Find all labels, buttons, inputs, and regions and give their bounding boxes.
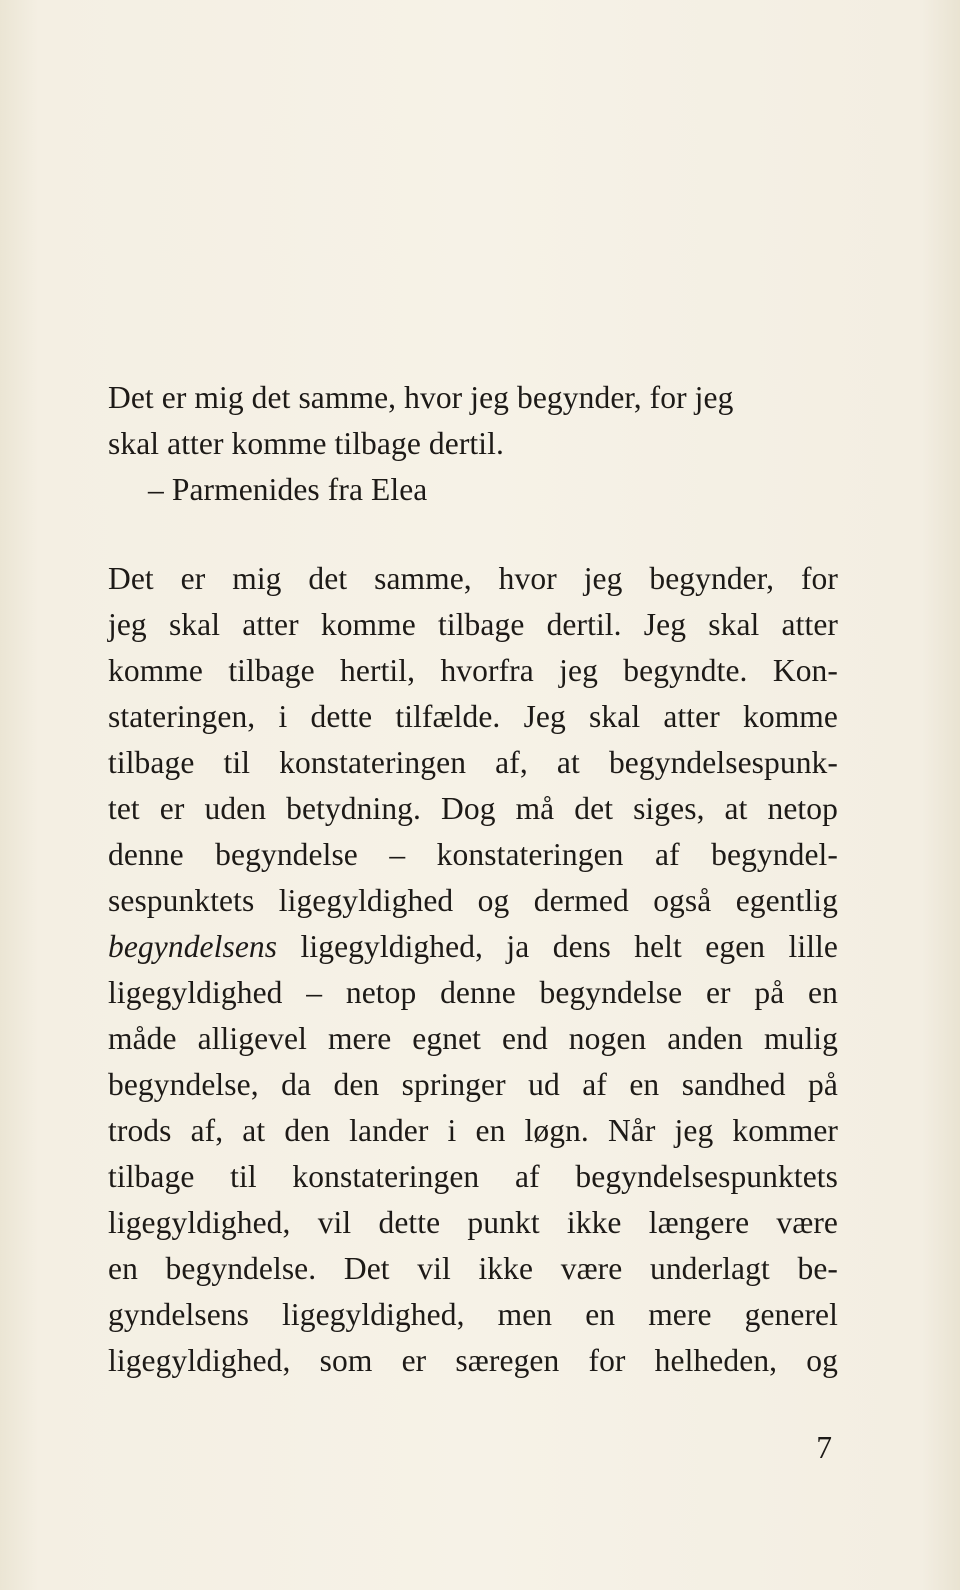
body-line: ligegyldighed – netop denne begyndelse er på en bbox=[108, 975, 838, 1010]
body-line: tilbage til konstateringen af begyndelsespunktets bbox=[108, 1159, 838, 1194]
body-line: Det er mig det samme, hvor jeg begynder, for bbox=[108, 561, 838, 596]
body-line: ligegyldighed, vil dette punkt ikke længere være bbox=[108, 1205, 838, 1240]
body-line: tilbage til konstateringen af, at begyndelsespunk- bbox=[108, 745, 838, 780]
epigraph bbox=[108, 375, 838, 513]
epigraph-line: skal atter komme tilbage dertil. bbox=[108, 426, 504, 461]
body-line: tet er uden betydning. Dog må det siges, at netop bbox=[108, 791, 838, 826]
body-line: stateringen, i dette tilfælde. Jeg skal atter komme bbox=[108, 699, 838, 734]
body-line: sespunktets ligegyldighed og dermed også egentlig bbox=[108, 883, 838, 918]
italic-word: begyndelsens bbox=[108, 929, 278, 964]
body-line: denne begyndelse – konstateringen af begyndel- bbox=[108, 837, 838, 872]
body-line: komme tilbage hertil, hvorfra jeg begyndte. Kon- bbox=[108, 653, 838, 688]
body-line-with-italic bbox=[108, 924, 838, 970]
epigraph-line: Det er mig det samme, hvor jeg begynder, for jeg bbox=[108, 380, 734, 415]
body-line: en begyndelse. Det vil ikke være underlagt be- bbox=[108, 1251, 838, 1286]
body-line: jeg skal atter komme tilbage dertil. Jeg skal atter bbox=[108, 607, 838, 642]
body-text bbox=[108, 556, 838, 1384]
body-line: måde alligevel mere egnet end nogen anden mulig bbox=[108, 1021, 838, 1056]
page-number: 7 bbox=[816, 1430, 832, 1465]
body-line: trods af, at den lander i en løgn. Når jeg kommer bbox=[108, 1113, 838, 1148]
body-line-rest: ligegyldighed, ja dens helt egen lille bbox=[277, 929, 838, 964]
epigraph-attribution: – Parmenides fra Elea bbox=[148, 472, 428, 507]
body-line: gyndelsens ligegyldighed, men en mere generel bbox=[108, 1297, 838, 1332]
body-line: ligegyldighed, som er særegen for helheden, og bbox=[108, 1343, 838, 1378]
body-line: begyndelse, da den springer ud af en sandhed på bbox=[108, 1067, 838, 1102]
